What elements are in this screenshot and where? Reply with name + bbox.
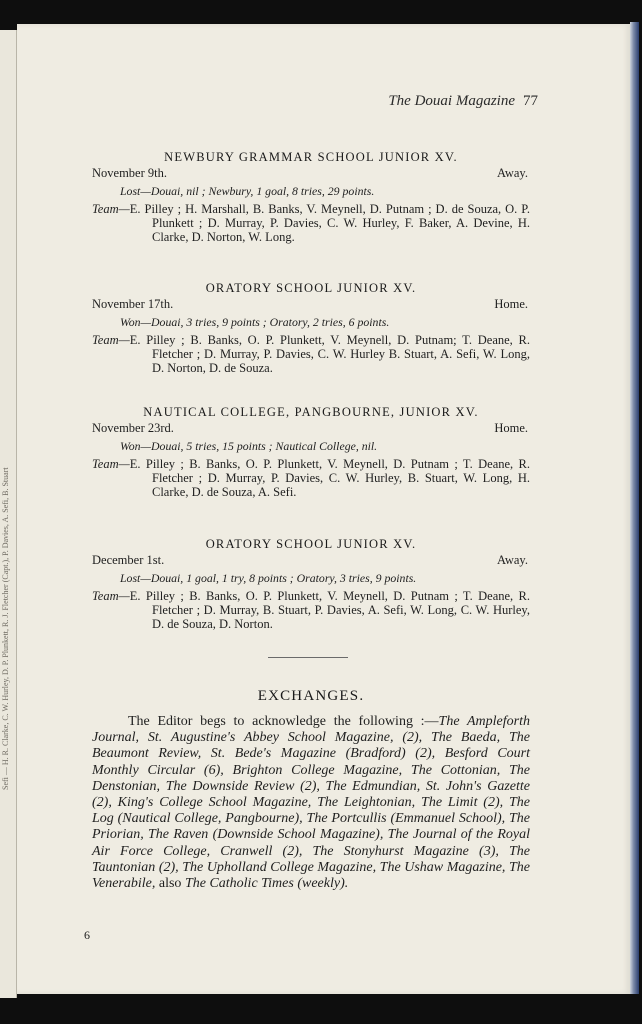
team-list — [92, 457, 530, 499]
match-title: NAUTICAL COLLEGE, PANGBOURNE, JUNIOR XV. — [143, 405, 479, 419]
team-players: E. Pilley ; H. Marshall, B. Banks, V. Meynell, D. Putnam ; D. de Souza, O. P. Plunkett ; D. Murray, P. Davies, C. W. Hurley, F. Baker, A. Devine, H. Clarke, D. Norton, W. Long. — [129, 202, 530, 244]
running-header — [388, 93, 538, 110]
team-list — [92, 202, 530, 244]
team-list — [92, 589, 530, 631]
match-dateline — [92, 421, 530, 435]
exchanges-paragraph — [92, 714, 530, 892]
header-title: The Douai Magazine — [388, 93, 515, 109]
match-result: Won—Douai, 3 tries, 9 points ; Oratory, 2 tries, 6 points. — [120, 315, 390, 329]
team-list — [92, 333, 530, 375]
match-date: November 17th. — [92, 297, 174, 311]
team-players: E. Pilley ; B. Banks, O. P. Plunkett, V. Meynell, D. Putnam ; T. Deane, R. Fletcher ; D. Murray, B. Stuart, P. Davies, A. Sefi, W. Long, C. W. Hurley, D. de Souza, D. Norton. — [129, 589, 530, 631]
team-players: E. Pilley ; B. Banks, O. P. Plunkett, V. Meynell, D. Putnam; T. Deane, R. Fletcher ; D. Murray, P. Davies, C. W. Hurley B. Stuart, A. Sefi, W. Long, D. Norton, D. de Souza. — [129, 333, 530, 375]
match-report — [92, 281, 530, 375]
match-venue: Away. — [496, 166, 528, 180]
match-report — [92, 405, 530, 499]
signature-mark: 6 — [84, 928, 90, 942]
match-result: Lost—Douai, 1 goal, 1 try, 8 points ; Oratory, 3 tries, 9 points. — [120, 571, 417, 585]
match-date: November 9th. — [92, 166, 167, 180]
match-venue: Home. — [494, 297, 528, 311]
page-number: 77 — [523, 93, 538, 109]
match-dateline — [92, 166, 530, 180]
exchanges-last: The Catholic Times (weekly). — [184, 876, 349, 892]
team-players: E. Pilley ; B. Banks, O. P. Plunkett, V. Meynell, D. Putnam ; T. Deane, R. Fletcher ; D. Murray, P. Davies, C. W. Hurley, B. Stuart, W. Long, H. Clarke, D. de Souza, A. Sefi. — [129, 457, 530, 499]
match-dateline — [92, 553, 530, 567]
match-report — [92, 537, 530, 631]
page-edge — [630, 22, 639, 994]
match-date: December 1st. — [92, 553, 165, 567]
match-title: NEWBURY GRAMMAR SCHOOL JUNIOR XV. — [164, 150, 458, 164]
match-venue: Home. — [494, 421, 528, 435]
match-date: November 23rd. — [92, 421, 174, 435]
team-label: Team— — [92, 457, 130, 471]
match-title: ORATORY SCHOOL JUNIOR XV. — [205, 281, 417, 295]
exchanges-heading: EXCHANGES. — [257, 688, 365, 704]
adjacent-page-strip — [0, 30, 17, 998]
section-divider — [268, 657, 348, 658]
exchanges-list: The Ampleforth Journal, St. Augustine's Abbey School Magazine, (2), The Baeda, The Beaumont Review, St. Bede's Magazine (Bradford) (2), Besford Court Monthly Circular (6), Brighton College Magazine, The Cottonian, The Denstonian, The Downside Review (2), The Edmundian, St. John's Gazette (2), King's College School Magazine, The Leightonian, The Limit (2), The Log (Nautical College, Pangbourne), The Portcullis (Emmanuel School), The Priorian, The Raven (Downside School Magazine), The Journal of the Royal Air Force College, Cranwell (2), The Stonyhurst Magazine (3), The Tauntonian (2), The Upholland College Magazine, The Ushaw Magazine, The Venerabile, — [92, 714, 530, 892]
adjacent-page-text: Sefi — H. R. Clarke, C. W. Hurley, D. P. Plunkett, R. J. Fletcher (Capt.), P. Davies, A. Sefi, B. Stuart — [1, 467, 10, 790]
match-result: Won—Douai, 5 tries, 15 points ; Nautical College, nil. — [120, 439, 378, 453]
match-result: Lost—Douai, nil ; Newbury, 1 goal, 8 tries, 29 points. — [120, 184, 375, 198]
team-label: Team— — [92, 589, 130, 603]
match-title: ORATORY SCHOOL JUNIOR XV. — [205, 537, 417, 551]
match-dateline — [92, 297, 530, 311]
exchanges-intro: The Editor begs to acknowledge the following :— — [128, 714, 439, 729]
team-label: Team— — [92, 333, 130, 347]
match-venue: Away. — [496, 553, 528, 567]
match-report — [92, 150, 530, 244]
team-label: Team— — [92, 202, 130, 216]
exchanges-also: also — [155, 876, 185, 892]
